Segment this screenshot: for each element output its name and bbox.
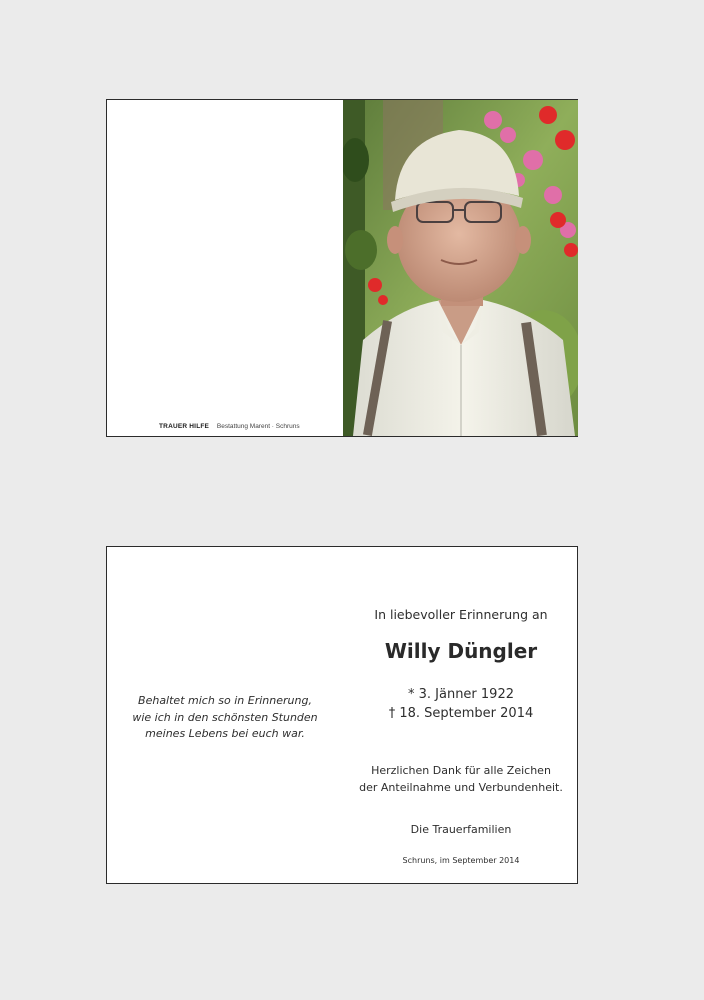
death-date: † 18. September 2014	[388, 706, 534, 721]
memorial-quote	[107, 693, 343, 743]
quote-line: meines Lebens bei euch war.	[145, 727, 305, 740]
deceased-name: Willy Düngler	[384, 639, 538, 663]
birth-date: * 3. Jänner 1922	[407, 687, 514, 702]
quote-line: Behaltet mich so in Erinnerung,	[138, 694, 312, 707]
funeral-home-brand	[159, 423, 300, 430]
quote-line: wie ich in den schönsten Stunden	[132, 710, 318, 724]
thanks-text	[343, 762, 579, 796]
intro-text: In liebevoller Erinnerung an	[374, 607, 548, 622]
card-inner	[106, 546, 578, 884]
brand-subtitle: Bestattung Marent · Schruns	[216, 423, 300, 430]
life-dates	[343, 685, 579, 723]
thanks-line: der Anteilnahme und Verbundenheit.	[359, 781, 563, 794]
family-signature: Die Trauerfamilien	[410, 823, 512, 836]
card-front	[106, 99, 578, 437]
place-date: Schruns, im September 2014	[402, 856, 520, 865]
portrait-photo	[343, 100, 578, 436]
brand-name: TRAUER HILFE	[159, 423, 210, 430]
thanks-line: Herzlichen Dank für alle Zeichen	[371, 764, 551, 777]
